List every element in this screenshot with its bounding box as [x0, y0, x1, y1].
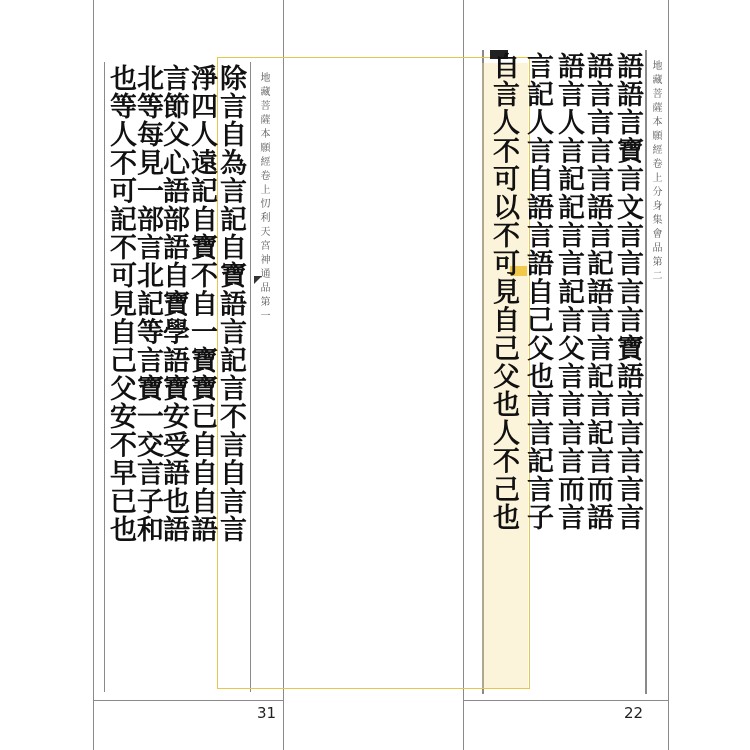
left-page-number: 31	[257, 704, 277, 722]
left-page-outer-border	[93, 0, 94, 750]
right-gloss-column: 地藏菩薩本願經卷上分身集會品第二	[650, 60, 661, 284]
right-page-outer-border	[668, 0, 669, 750]
right-textblock-right-rule	[645, 50, 647, 694]
right-column-5: 自言人不可以不可見自己父也人不己也	[488, 52, 519, 532]
left-column-1: 除言自為言記自寶語言記言不言自言言	[215, 64, 246, 544]
right-column-4: 言記人言自語言語自己父也言言記言子	[522, 52, 553, 532]
left-column-4: 北等每見一部言北記等言寶一交言子和	[132, 64, 163, 544]
right-column-2: 語言言言言語言記語言言記言記言而語	[582, 52, 613, 532]
right-page-number: 22	[624, 704, 644, 722]
left-column-2: 淨四人遠記自寶不自一寶寶已自自自語	[186, 64, 217, 544]
left-column-5: 也等人不可記不可見自己父安不早已也	[105, 64, 136, 544]
right-column-3: 語言人言記記言言記言父言言言言而言	[553, 52, 584, 532]
left-page-bottom-edge	[93, 700, 283, 701]
right-column-1: 語語言寶言文言言言言寶語言言言言言	[612, 52, 643, 532]
right-page-bottom-edge	[463, 700, 668, 701]
left-gloss-column: 地藏菩薩本願經卷上忉利天宮神通品第一	[258, 72, 269, 324]
left-column-3: 言節父心語部語自寶學語寶安受語也語	[158, 64, 189, 544]
